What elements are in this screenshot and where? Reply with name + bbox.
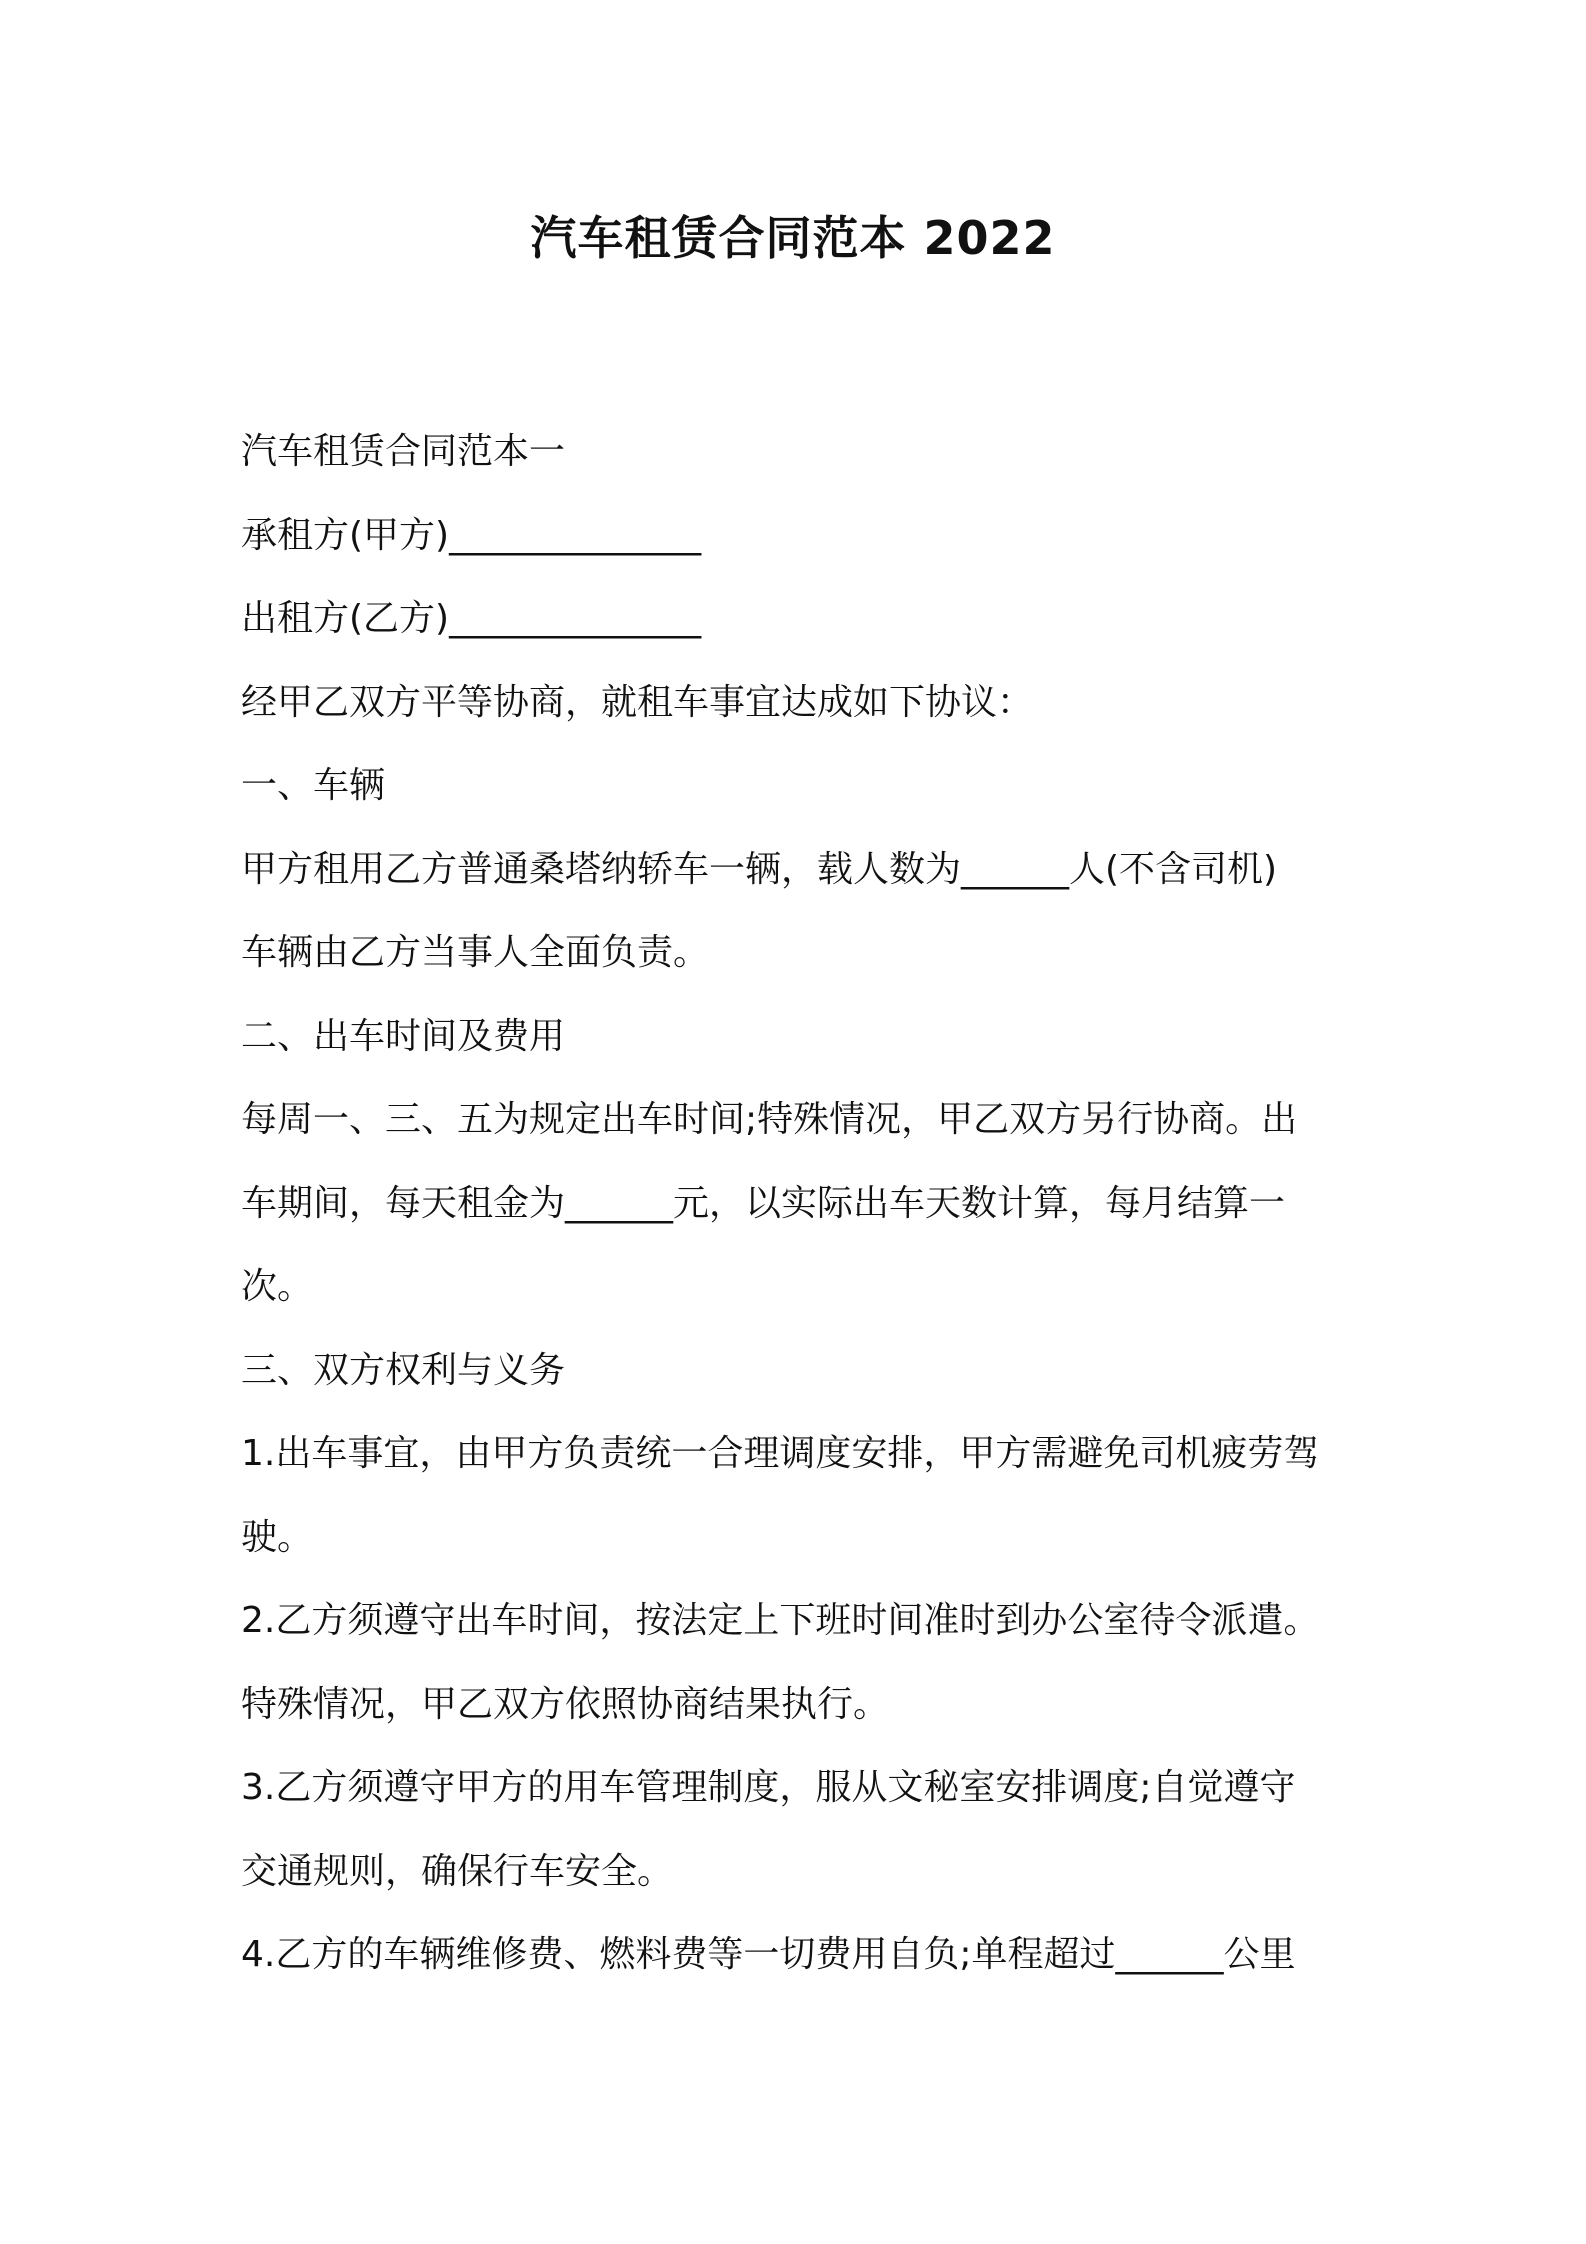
text-line: 特殊情况，甲乙双方依照协商结果执行。 [241, 1683, 890, 1725]
text-line: 4.乙方的车辆维修费、燃料费等一切费用自负;单程超过______公里 [241, 1934, 1296, 1975]
section-heading: 二、出车时间及费用 [241, 1015, 566, 1057]
text-line: 车期间，每天租金为______元，以实际出车天数计算，每月结算一 [241, 1182, 1286, 1224]
text-line: 车辆由乙方当事人全面负责。 [241, 932, 710, 973]
section-heading: 三、双方权利与义务 [241, 1349, 566, 1391]
document-body [241, 410, 1361, 1997]
text-line: 次。 [241, 1266, 314, 1307]
text-line: 每周一、三、五为规定出车时间;特殊情况，甲乙双方另行协商。出 [241, 1099, 1298, 1140]
document-title: 汽车租赁合同范本 2022 [530, 211, 1056, 265]
text-line: 2.乙方须遵守出车时间，按法定上下班时间准时到办公室待令派遣。 [241, 1600, 1320, 1641]
text-line: 出租方(乙方)______________ [241, 598, 702, 639]
text-line: 汽车租赁合同范本一 [241, 431, 566, 472]
text-line: 经甲乙双方平等协商，就租车事宜达成如下协议： [241, 681, 1034, 723]
text-line: 甲方租用乙方普通桑塔纳轿车一辆，载人数为______人(不含司机) [241, 848, 1278, 890]
text-line: 3.乙方须遵守甲方的用车管理制度，服从文秘室安排调度;自觉遵守 [241, 1767, 1296, 1808]
text-line: 驶。 [241, 1516, 314, 1558]
text-line: 1.出车事宜，由甲方负责统一合理调度安排，甲方需避免司机疲劳驾 [241, 1433, 1320, 1474]
text-line: 交通规则，确保行车安全。 [241, 1850, 674, 1892]
text-line: 承租方(甲方)______________ [241, 514, 702, 556]
section-heading: 一、车辆 [241, 765, 386, 806]
